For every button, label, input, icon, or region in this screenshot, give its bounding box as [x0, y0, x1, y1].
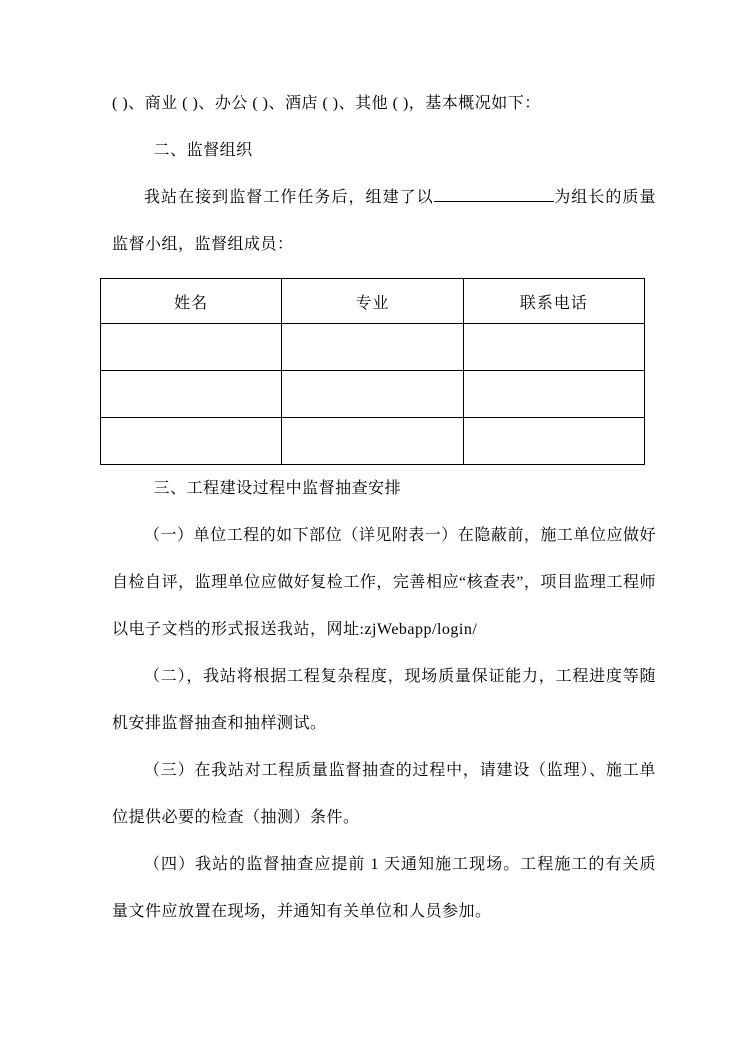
section3-paragraph-4: （四）我站的监督抽查应提前 1 天通知施工现场。工程施工的有关质量文件应放置在现场，并通知有关单位和人员参加。 [112, 856, 656, 920]
table-cell[interactable] [101, 418, 282, 465]
table-cell[interactable] [282, 324, 463, 371]
section2-heading: 二、监督组织 [153, 142, 253, 159]
section2-paragraph [112, 174, 656, 268]
table-cell[interactable] [463, 371, 644, 418]
table-header-phone: 联系电话 [463, 279, 644, 324]
section3-paragraph-1: （一）单位工程的如下部位（详见附表一）在隐蔽前，施工单位应做好自检自评，监理单位应做好复检工作，完善相应“核查表”，项目监理工程师以电子文档的形式报送我站，网址:zjWebapp/login/ [112, 527, 656, 638]
table-cell[interactable] [282, 371, 463, 418]
table-header-name: 姓名 [101, 279, 282, 324]
table-cell[interactable] [101, 371, 282, 418]
table-row [101, 324, 645, 371]
intro-line: ( )、商业 ( )、办公 ( )、酒店 ( )、其他 ( )，基本概况如下： [112, 95, 541, 112]
section3-paragraph-2: （二），我站将根据工程复杂程度，现场质量保证能力，工程进度等随机安排监督抽查和抽样测试。 [112, 668, 656, 732]
section2-paragraph-text-before: 我站在接到监督工作任务后，组建了以 [144, 189, 434, 206]
table-header-specialty: 专业 [282, 279, 463, 324]
table-cell[interactable] [463, 324, 644, 371]
table-cell[interactable] [282, 418, 463, 465]
section3-paragraph-3: （三）在我站对工程质量监督抽查的过程中，请建设（监理）、施工单位提供必要的检查（抽测）条件。 [112, 762, 656, 826]
section2-paragraph-text-after: 为组长的质量监督小组，监督组成员： [112, 189, 656, 253]
table-row [101, 418, 645, 465]
supervision-members-table [100, 278, 645, 465]
table-body [101, 324, 645, 465]
table-cell[interactable] [463, 418, 644, 465]
table-cell[interactable] [101, 324, 282, 371]
table-row [101, 371, 645, 418]
fill-in-blank-underline[interactable] [434, 187, 554, 202]
section3-heading: 三、工程建设过程中监督抽查安排 [153, 480, 402, 497]
table-header-row [101, 279, 645, 324]
